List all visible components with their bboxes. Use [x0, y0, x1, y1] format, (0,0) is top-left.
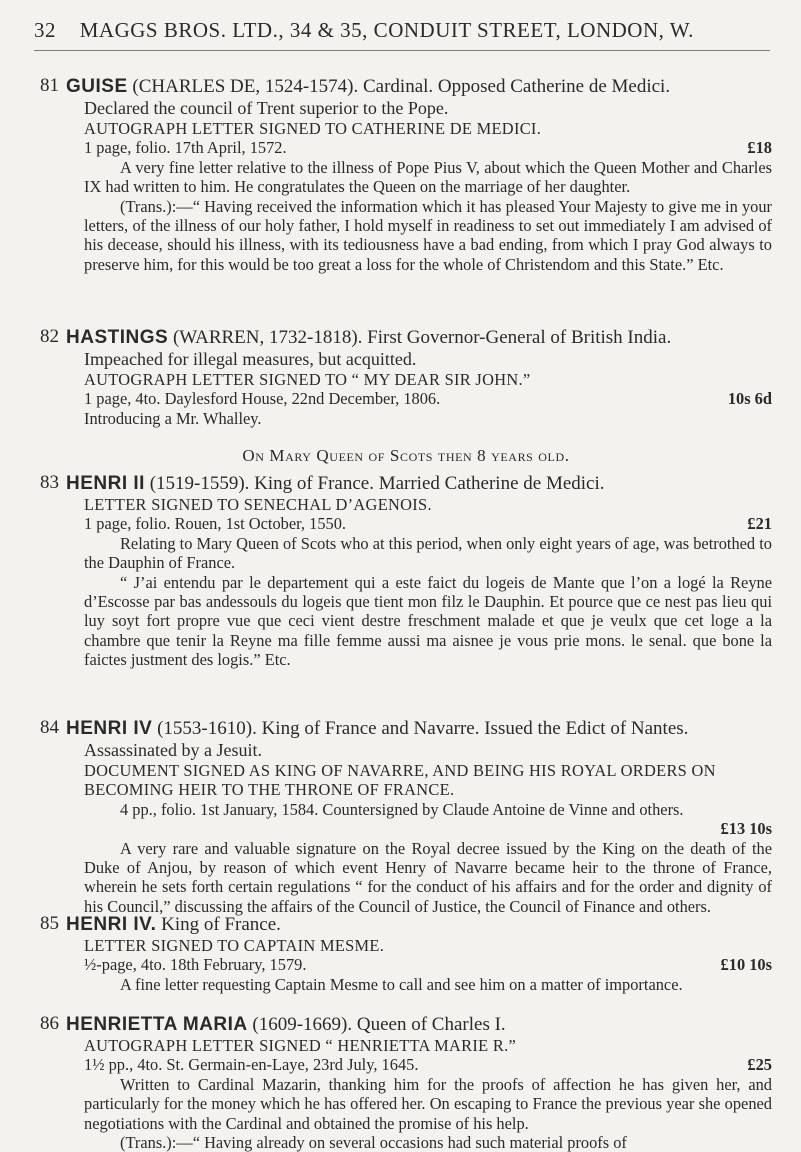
publisher-line: MAGGS BROS. LTD., 34 & 35, CONDUIT STREET, LONDON, W.: [79, 18, 694, 42]
lot-name: GUISE: [66, 76, 128, 97]
lot-description: A very fine letter relative to the illness of Pope Pius V, about which the Queen Mother and Charles IX had written to him. He congratulates the Queen on the marriage of her daughter.: [84, 157, 772, 197]
page-header: [34, 18, 774, 43]
lot-price: £25: [747, 1055, 772, 1075]
lot-translation: (Trans.):—“ Having received the information which it has pleased Your Majesty to give me in your letters, of the illness of our holy father, I hold myself in readiness to set out immediately I am advised of his decease, should his illness, with its tediousness have a bad ending, from which I pray God always to preserve him, for this would be too great a loss for the whole of Christendom and this State.” Etc.: [84, 196, 772, 274]
lot-title: DOCUMENT SIGNED AS KING OF NAVARRE, AND BEING HIS ROYAL ORDERS ON BECOMING HEIR TO THE THRONE OF FRANCE.: [84, 761, 716, 800]
lot-details: 1 page, folio. Rouen, 1st October, 1550.: [84, 514, 347, 534]
lot-85: [40, 914, 772, 994]
lot-description: Relating to Mary Queen of Scots who at this period, when only eight years of age, was betrothed to the Dauphin of France.: [84, 533, 772, 573]
lot-translation: “ J’ai entendu par le departement qui a este faict du logeis de Mante que l’on a logé la Reyne d’Escosse par bas andessouls du logeis que tient mon filz le Dauphin. Et pource que ce nest pas lieu qui luy soyt fort propre vue que ceci vient destre freschment malade et que je veulx que cet loge a la chambre que tenir la Reyne ma fille femme aussi ma aisnee je vous prie mons. le senal. que bone la faictes justment des logis.” Etc.: [84, 572, 772, 670]
lot-name: HENRIETTA MARIA: [66, 1014, 248, 1035]
lot-price: £21: [747, 514, 772, 534]
lot-title: AUTOGRAPH LETTER SIGNED TO “ MY DEAR SIR JOHN.”: [84, 370, 531, 389]
lot-number: 81: [40, 75, 59, 96]
section-subheading: On Mary Queen of Scots then 8 years old.: [242, 446, 570, 465]
lot-details-row: [66, 389, 772, 408]
lot-details: 1½ pp., 4to. St. Germain-en-Laye, 23rd July, 1645.: [84, 1055, 419, 1075]
lot-name: HENRI II: [66, 473, 145, 494]
lot-price: 10s 6d: [727, 389, 772, 409]
lot-details-row: [66, 514, 772, 533]
lot-title: LETTER SIGNED TO CAPTAIN MESME.: [84, 936, 385, 955]
lot-intro-continued: Declared the council of Trent superior to the Pope.: [84, 98, 449, 118]
lot-number: 83: [40, 472, 59, 493]
page-number: 32: [34, 18, 56, 42]
lot-intro: (1609-1669). Queen of Charles I.: [252, 1014, 506, 1035]
lot-intro: King of France.: [161, 914, 281, 935]
lot-details: 4 pp., folio. 1st January, 1584. Countersigned by Claude Antoine de Vinne and others.: [120, 799, 684, 819]
lot-description: A very rare and valuable signature on the Royal decree issued by the King on the death of the Duke of Anjou, by reason of which event Henry of Navarre became heir to the throne of France, wherein he sets forth certain regulations “ for the conduct of his affairs and for the order and dignity of his Council,” discussing the affairs of the Council of Justice, the Council of Finance and others.: [84, 838, 772, 916]
lot-name: HENRI IV: [66, 718, 153, 739]
lot-intro: (WARREN, 1732-1818). First Governor-General of British India.: [172, 327, 672, 348]
lot-intro: (1519-1559). King of France. Married Catherine de Medici.: [149, 473, 605, 494]
lot-86: [40, 1014, 772, 1152]
lot-description: Written to Cardinal Mazarin, thanking him for the proofs of affection he has given her, and particularly for the money which he has offered her. On escaping to France the previous year she opened negotiations with the Cardinal and obtained the promise of his help.: [84, 1074, 772, 1133]
lot-details-row: [66, 138, 772, 157]
lot-price: £10 10s: [720, 955, 772, 975]
lot-number: 84: [40, 717, 59, 738]
lot-number: 85: [40, 913, 59, 934]
lot-title: AUTOGRAPH LETTER SIGNED TO CATHERINE DE MEDICI.: [84, 119, 542, 138]
lot-details-row: [66, 955, 772, 974]
lot-81: [40, 76, 772, 274]
lot-price: £13 10s: [720, 819, 772, 839]
lot-intro-continued: Impeached for illegal measures, but acquitted.: [84, 349, 417, 369]
lot-description: A fine letter requesting Captain Mesme to call and see him on a matter of importance.: [120, 974, 683, 994]
lot-details-row: [66, 1055, 772, 1074]
lot-title: LETTER SIGNED TO SENECHAL D’AGENOIS.: [84, 495, 432, 514]
lot-price-row: [66, 819, 772, 838]
lot-84: [40, 718, 772, 916]
lot-intro-continued: Assassinated by a Jesuit.: [84, 740, 262, 760]
header-rule: [34, 50, 770, 51]
lot-translation: (Trans.):—“ Having already on several occasions had such material proofs of: [120, 1133, 627, 1152]
lot-number: 86: [40, 1013, 59, 1034]
lot-details: ½-page, 4to. 18th February, 1579.: [84, 955, 307, 975]
lot-description: Introducing a Mr. Whalley.: [84, 408, 262, 428]
lot-price: £18: [747, 138, 772, 158]
lot-intro: (1553-1610). King of France and Navarre. Issued the Edict of Nantes.: [157, 718, 689, 739]
lot-details: 1 page, folio. 17th April, 1572.: [84, 138, 287, 158]
lot-name: HENRI IV.: [66, 914, 157, 935]
lot-83: [40, 473, 772, 670]
lot-intro: (CHARLES DE, 1524-1574). Cardinal. Opposed Catherine de Medici.: [132, 76, 671, 97]
lot-title: AUTOGRAPH LETTER SIGNED “ HENRIETTA MARIE R.”: [84, 1036, 517, 1055]
lot-details: 1 page, 4to. Daylesford House, 22nd December, 1806.: [84, 389, 441, 409]
lot-name: HASTINGS: [66, 327, 169, 348]
lot-82: [40, 327, 772, 428]
lot-number: 82: [40, 326, 59, 347]
